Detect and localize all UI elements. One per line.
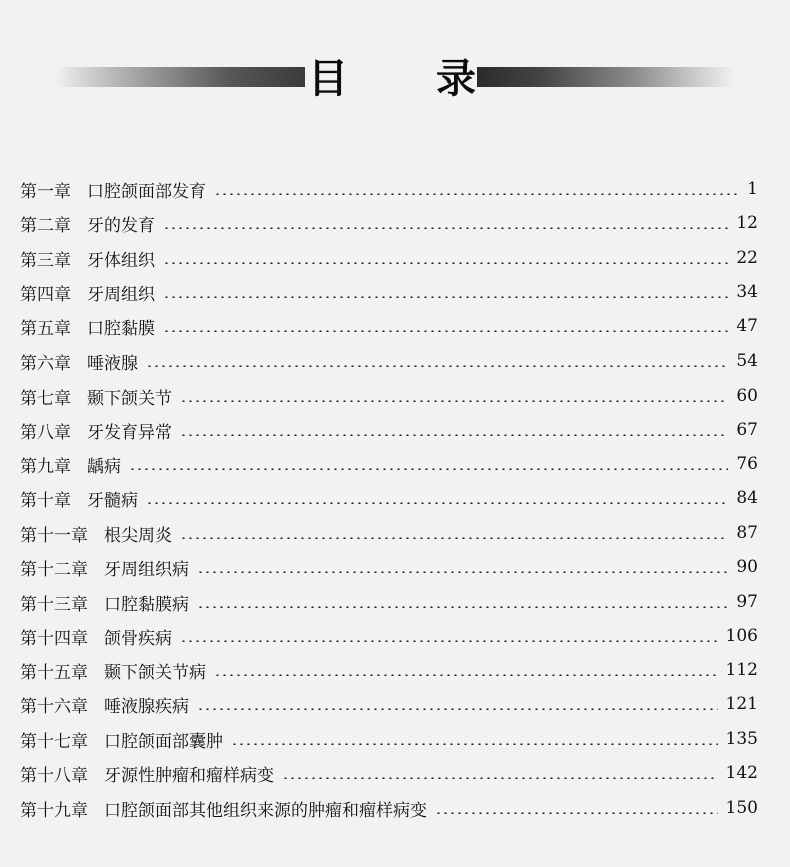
toc-entry[interactable]	[20, 379, 758, 413]
dot-leader	[163, 330, 728, 332]
page-number: 87	[736, 523, 758, 543]
chapter-number: 第九章	[20, 456, 71, 477]
toc-entry[interactable]	[20, 172, 758, 206]
page-number: 67	[736, 420, 758, 440]
dot-leader	[146, 365, 728, 367]
dot-leader	[197, 571, 728, 573]
dot-leader	[282, 777, 718, 779]
page-number: 121	[725, 694, 758, 714]
toc-entry[interactable]	[20, 275, 758, 309]
chapter-title: 唾液腺疾病	[104, 696, 189, 717]
chapter-number: 第十九章	[20, 800, 88, 821]
chapter-title: 牙髓病	[87, 490, 138, 511]
toc-entry[interactable]	[20, 550, 758, 584]
chapter-title: 龋病	[87, 456, 121, 477]
chapter-title: 牙的发育	[87, 215, 155, 236]
chapter-number: 第七章	[20, 388, 71, 409]
chapter-number: 第十八章	[20, 765, 88, 786]
chapter-number: 第十七章	[20, 731, 88, 752]
header-decor-bar-left	[55, 67, 305, 87]
dot-leader	[163, 296, 728, 298]
dot-leader	[180, 400, 728, 402]
toc-entry[interactable]	[20, 481, 758, 515]
header-decor-bar-right	[477, 67, 735, 87]
dot-leader	[197, 606, 728, 608]
toc-entry[interactable]	[20, 791, 758, 825]
toc-entry[interactable]	[20, 722, 758, 756]
page-number: 97	[736, 592, 758, 612]
chapter-title: 口腔黏膜	[87, 318, 155, 339]
page-number: 47	[736, 316, 758, 336]
page-number: 54	[736, 351, 758, 371]
toc-entry[interactable]	[20, 516, 758, 550]
chapter-title: 颞下颌关节	[87, 388, 172, 409]
page-number: 12	[736, 213, 758, 233]
toc-entry[interactable]	[20, 653, 758, 687]
chapter-number: 第八章	[20, 422, 71, 443]
dot-leader	[231, 743, 718, 745]
dot-leader	[163, 262, 728, 264]
page-number: 22	[736, 248, 758, 268]
toc-entry[interactable]	[20, 241, 758, 275]
title-char-1: 目	[308, 56, 348, 102]
dot-leader	[214, 674, 718, 676]
page-number: 150	[725, 798, 758, 818]
chapter-number: 第十五章	[20, 662, 88, 683]
page-number: 135	[725, 729, 758, 749]
page-number: 142	[725, 763, 758, 783]
toc-entry[interactable]	[20, 585, 758, 619]
chapter-title: 牙周组织病	[104, 559, 189, 580]
chapter-title: 牙周组织	[87, 284, 155, 305]
page-title	[290, 52, 494, 106]
toc-entry[interactable]	[20, 309, 758, 343]
chapter-title: 口腔颌面部囊肿	[104, 731, 223, 752]
chapter-number: 第四章	[20, 284, 71, 305]
dot-leader	[180, 640, 718, 642]
page-number: 112	[725, 660, 758, 680]
dot-leader	[180, 434, 728, 436]
dot-leader	[214, 193, 738, 195]
chapter-number: 第十四章	[20, 628, 88, 649]
chapter-number: 第十二章	[20, 559, 88, 580]
chapter-number: 第三章	[20, 250, 71, 271]
toc-entry[interactable]	[20, 619, 758, 653]
toc-entry[interactable]	[20, 344, 758, 378]
chapter-number: 第六章	[20, 353, 71, 374]
chapter-title: 唾液腺	[87, 353, 138, 374]
chapter-title: 牙发育异常	[87, 422, 172, 443]
chapter-title: 牙体组织	[87, 250, 155, 271]
dot-leader	[197, 708, 718, 710]
toc-entry[interactable]	[20, 413, 758, 447]
chapter-number: 第十六章	[20, 696, 88, 717]
chapter-title: 口腔颌面部其他组织来源的肿瘤和瘤样病变	[104, 800, 427, 821]
chapter-title: 颌骨疾病	[104, 628, 172, 649]
chapter-number: 第十三章	[20, 594, 88, 615]
chapter-number: 第二章	[20, 215, 71, 236]
page-number: 34	[736, 282, 758, 302]
dot-leader	[435, 812, 718, 814]
title-char-2: 录	[436, 56, 476, 102]
page-number: 60	[736, 386, 758, 406]
chapter-title: 口腔黏膜病	[104, 594, 189, 615]
dot-leader	[163, 227, 728, 229]
dot-leader	[180, 537, 728, 539]
toc-header	[55, 52, 735, 106]
toc-entry[interactable]	[20, 447, 758, 481]
chapter-title: 根尖周炎	[104, 525, 172, 546]
chapter-title: 牙源性肿瘤和瘤样病变	[104, 765, 274, 786]
toc-entry[interactable]	[20, 687, 758, 721]
page-number: 84	[736, 488, 758, 508]
chapter-title: 口腔颌面部发育	[87, 181, 206, 202]
chapter-number: 第一章	[20, 181, 71, 202]
toc-entry[interactable]	[20, 206, 758, 240]
dot-leader	[146, 502, 728, 504]
chapter-number: 第十一章	[20, 525, 88, 546]
chapter-title: 颞下颌关节病	[104, 662, 206, 683]
page-number: 1	[747, 179, 758, 199]
page-number: 90	[736, 557, 758, 577]
chapter-number: 第五章	[20, 318, 71, 339]
toc-entry[interactable]	[20, 756, 758, 790]
page-number: 76	[736, 454, 758, 474]
page-number: 106	[725, 626, 758, 646]
dot-leader	[129, 468, 728, 470]
chapter-number: 第十章	[20, 490, 71, 511]
